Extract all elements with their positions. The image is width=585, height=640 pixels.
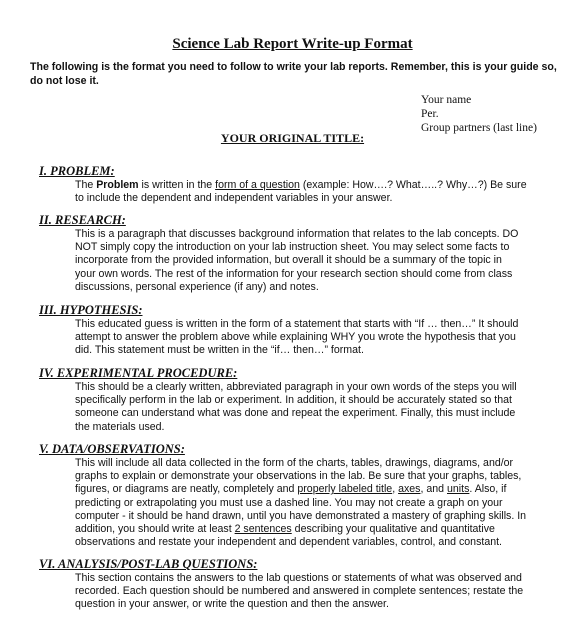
section-heading: II. RESEARCH: [39, 213, 126, 227]
body-line [75, 483, 549, 496]
body-line: someone can understand what was done and repeat the experiment. Finally, this must include [75, 407, 516, 420]
text-run: figures, or diagrams are neatly, completely and [75, 483, 298, 496]
body-line: NOT simply copy the introduction on your lab instruction sheet. You may select some facts to [75, 241, 510, 254]
body-line: specifically perform in the lab or experiment. In addition, it should be accurately stated so that [75, 394, 512, 407]
body-line: did. This statement must be written in the “if… then…” format. [75, 344, 364, 357]
body-line: This educated guess is written in the form of a statement that starts with “If … then…” It should [75, 318, 519, 330]
text-run: addition, you should write at least [75, 523, 235, 536]
period-line: Per. [421, 108, 439, 120]
text-run: , [392, 483, 399, 496]
text-run: . Also, if [469, 483, 507, 496]
intro-line: The following is the format you need to follow to write your lab reports. Remember, this is your guide so, [30, 61, 557, 73]
section-heading: III. HYPOTHESIS: [39, 303, 143, 317]
original-title-heading: YOUR ORIGINAL TITLE: [220, 131, 365, 145]
section-body [75, 179, 549, 205]
section-heading: VI. ANALYSIS/POST-LAB QUESTIONS: [39, 557, 258, 571]
section-heading-text: I. PROBLEM [39, 164, 111, 178]
body-line: recorded. Each question should be numbered and answered in complete sentences; restate the [75, 585, 524, 598]
group-partners-line: Group partners (last line) [421, 122, 537, 134]
underlined-term: axes [398, 483, 421, 496]
section-research [39, 213, 549, 294]
underlined-term: form of a question [215, 179, 300, 191]
body-line: to include the dependent and independent variables in your answer. [75, 192, 393, 205]
intro-line: do not lose it. [30, 75, 99, 87]
body-line: the materials used. [75, 420, 165, 433]
text-run: describing your qualitative and quantitative [291, 523, 495, 536]
body-line: This will include all data collected in the form of the charts, tables, drawings, diagrams, and/or [75, 457, 514, 469]
body-line [75, 179, 549, 192]
body-line [75, 523, 549, 536]
section-analysis [39, 557, 549, 612]
underlined-term: 2 sentences [234, 523, 292, 536]
section-body [75, 228, 549, 294]
body-line: computer - it should be hand drawn, until you have demonstrated a mastery of graphing skills. In [75, 509, 527, 522]
section-hypothesis [39, 303, 549, 358]
bold-term: Problem [96, 179, 139, 191]
text-run: , and [420, 483, 447, 496]
body-line: graphs to explain or demonstrate your observations in the lab. Be sure that your graphs, tables, [75, 470, 522, 483]
your-name-line: Your name [421, 94, 472, 106]
section-body [75, 318, 549, 358]
section-heading [39, 164, 549, 179]
section-body [75, 572, 549, 612]
body-line: your own words. The rest of the information for your research section should come from class [75, 267, 513, 280]
intro-paragraph [30, 60, 578, 88]
section-data-observations [39, 442, 549, 549]
underlined-term: properly labeled title [297, 483, 393, 496]
body-line: question in your answer, or write the question and then the answer. [75, 598, 389, 611]
text-run: is written in the [138, 179, 216, 191]
section-body [75, 381, 549, 434]
body-line: incorporate from the provided information, but overall it should be a summary of the topic in [75, 254, 502, 267]
student-info-block [421, 93, 537, 135]
text-run: The [75, 179, 97, 191]
body-line: This section contains the answers to the lab questions or statements of what was observed and [75, 572, 522, 584]
document-title: Science Lab Report Write-up Format [172, 36, 413, 52]
text-run: (example: How….? What…..? Why…?) Be sure [299, 179, 527, 191]
body-line: predicting or extrapolating you must use a dashed line. You may not create a graph on your [75, 496, 503, 509]
heading-colon: : [110, 164, 115, 178]
body-line: This is a paragraph that discusses background information that relates to the lab concepts. DO [75, 228, 519, 240]
body-line: This should be a clearly written, abbreviated paragraph in your own words of the steps you will [75, 381, 517, 393]
section-problem [39, 164, 549, 205]
section-body [75, 457, 549, 549]
section-procedure [39, 366, 549, 434]
section-heading: V. DATA/OBSERVATIONS: [39, 442, 185, 456]
body-line: observations and restate your independent and dependent variables, control, and constant. [75, 536, 502, 549]
section-heading: IV. EXPERIMENTAL PROCEDURE: [39, 366, 238, 380]
underlined-term: units [447, 483, 470, 496]
body-line: discussions, personal experience (if any) and notes. [75, 280, 319, 293]
body-line: attempt to answer the problem above while explaining WHY you wrote the hypothesis that you [75, 331, 516, 344]
